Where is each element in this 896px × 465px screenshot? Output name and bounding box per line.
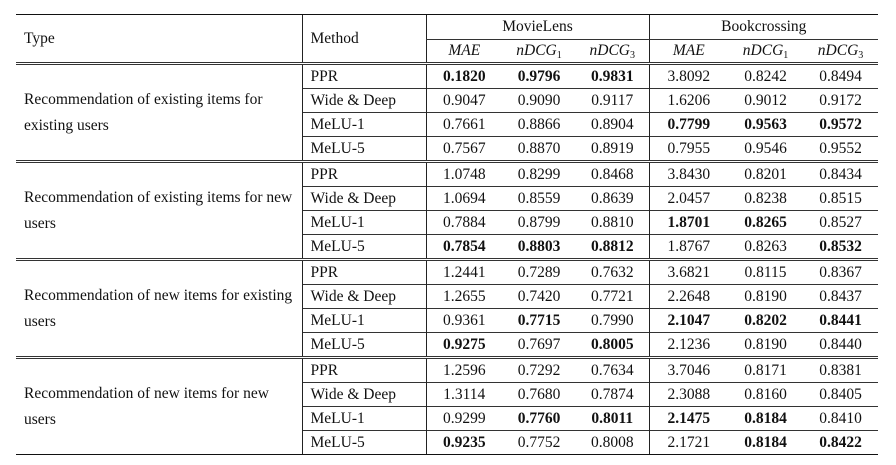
value-cell: 0.8005	[576, 333, 649, 358]
value-cell: 0.7874	[576, 383, 649, 407]
type-label: Recommendation of new items for new users	[16, 358, 302, 455]
metric-name: nDCG	[516, 41, 557, 59]
value-cell: 0.8919	[576, 137, 649, 162]
value-cell: 1.8767	[649, 235, 728, 260]
value-cell: 0.9831	[576, 64, 649, 89]
table-row	[16, 260, 878, 285]
metric-header	[502, 40, 576, 64]
value-cell: 0.8184	[728, 431, 803, 455]
value-cell: 0.8532	[803, 235, 878, 260]
value-cell: 0.7567	[426, 137, 502, 162]
value-cell: 0.9796	[502, 64, 576, 89]
value-cell: 1.3114	[426, 383, 502, 407]
value-cell: 1.0748	[426, 162, 502, 187]
metric-header	[426, 40, 502, 64]
value-cell: 2.3088	[649, 383, 728, 407]
table-row	[16, 162, 878, 187]
value-cell: 0.8160	[728, 383, 803, 407]
method-name: MeLU-1	[302, 211, 426, 235]
value-cell: 0.7721	[576, 285, 649, 309]
method-name: MeLU-5	[302, 431, 426, 455]
value-cell: 0.8434	[803, 162, 878, 187]
value-cell: 0.8238	[728, 187, 803, 211]
value-cell: 0.9047	[426, 89, 502, 113]
value-cell: 0.9552	[803, 137, 878, 162]
value-cell: 0.8190	[728, 285, 803, 309]
value-cell: 0.8367	[803, 260, 878, 285]
value-cell: 0.1820	[426, 64, 502, 89]
value-cell: 0.7634	[576, 358, 649, 383]
value-cell: 0.9090	[502, 89, 576, 113]
method-name: MeLU-5	[302, 137, 426, 162]
value-cell: 2.1475	[649, 407, 728, 431]
value-cell: 1.2655	[426, 285, 502, 309]
header-dataset-movielens: MovieLens	[426, 15, 649, 40]
value-cell: 3.6821	[649, 260, 728, 285]
value-cell: 0.8190	[728, 333, 803, 358]
value-cell: 0.8011	[576, 407, 649, 431]
value-cell: 0.8265	[728, 211, 803, 235]
value-cell: 0.8299	[502, 162, 576, 187]
value-cell: 0.7420	[502, 285, 576, 309]
value-cell: 0.9012	[728, 89, 803, 113]
value-cell: 0.8468	[576, 162, 649, 187]
value-cell: 0.9235	[426, 431, 502, 455]
value-cell: 0.8494	[803, 64, 878, 89]
metric-name: nDCG	[589, 41, 630, 59]
method-name: MeLU-1	[302, 113, 426, 137]
metric-subscript: 3	[630, 49, 635, 61]
method-name: MeLU-5	[302, 333, 426, 358]
value-cell: 0.8812	[576, 235, 649, 260]
value-cell: 0.8263	[728, 235, 803, 260]
value-cell: 0.8171	[728, 358, 803, 383]
method-name: PPR	[302, 162, 426, 187]
value-cell: 0.8405	[803, 383, 878, 407]
value-cell: 0.7292	[502, 358, 576, 383]
method-name: PPR	[302, 358, 426, 383]
metric-subscript: 1	[783, 49, 789, 61]
value-cell: 2.1236	[649, 333, 728, 358]
value-cell: 0.8242	[728, 64, 803, 89]
value-cell: 0.9361	[426, 309, 502, 333]
value-cell: 0.8437	[803, 285, 878, 309]
metric-header	[803, 40, 878, 64]
value-cell: 1.2441	[426, 260, 502, 285]
value-cell: 0.8441	[803, 309, 878, 333]
metric-header	[728, 40, 803, 64]
value-cell: 1.2596	[426, 358, 502, 383]
table-row	[16, 358, 878, 383]
value-cell: 0.7955	[649, 137, 728, 162]
method-name: PPR	[302, 260, 426, 285]
value-cell: 0.8422	[803, 431, 878, 455]
method-name: MeLU-1	[302, 407, 426, 431]
value-cell: 1.6206	[649, 89, 728, 113]
method-name: Wide & Deep	[302, 383, 426, 407]
value-cell: 0.7697	[502, 333, 576, 358]
value-cell: 0.8559	[502, 187, 576, 211]
method-name: Wide & Deep	[302, 89, 426, 113]
value-cell: 2.0457	[649, 187, 728, 211]
metric-header	[576, 40, 649, 64]
value-cell: 0.8440	[803, 333, 878, 358]
value-cell: 0.7715	[502, 309, 576, 333]
value-cell: 0.8115	[728, 260, 803, 285]
header-method: Method	[302, 15, 426, 64]
type-label: Recommendation of existing items for new users	[16, 162, 302, 260]
value-cell: 1.8701	[649, 211, 728, 235]
value-cell: 2.1047	[649, 309, 728, 333]
value-cell: 0.7661	[426, 113, 502, 137]
value-cell: 1.0694	[426, 187, 502, 211]
type-label: Recommendation of new items for existing users	[16, 260, 302, 358]
value-cell: 3.7046	[649, 358, 728, 383]
metric-name: nDCG	[742, 41, 784, 59]
header-type: Type	[16, 15, 302, 64]
value-cell: 0.8527	[803, 211, 878, 235]
value-cell: 0.8515	[803, 187, 878, 211]
header-dataset-bookcrossing: Bookcrossing	[649, 15, 878, 40]
table-row	[16, 64, 878, 89]
value-cell: 0.8803	[502, 235, 576, 260]
method-name: PPR	[302, 64, 426, 89]
metric-name: nDCG	[817, 41, 859, 59]
method-name: MeLU-5	[302, 235, 426, 260]
table-header	[16, 15, 878, 64]
value-cell: 0.7289	[502, 260, 576, 285]
value-cell: 3.8092	[649, 64, 728, 89]
value-cell: 0.8870	[502, 137, 576, 162]
table-body	[16, 64, 878, 455]
value-cell: 0.8184	[728, 407, 803, 431]
value-cell: 0.7752	[502, 431, 576, 455]
metric-subscript: 1	[556, 49, 562, 61]
value-cell: 0.7990	[576, 309, 649, 333]
metric-header	[649, 40, 728, 64]
value-cell: 0.8904	[576, 113, 649, 137]
results-table	[16, 14, 878, 455]
method-name: MeLU-1	[302, 309, 426, 333]
results-table-container	[16, 14, 878, 455]
value-cell: 0.8202	[728, 309, 803, 333]
value-cell: 2.1721	[649, 431, 728, 455]
value-cell: 0.9563	[728, 113, 803, 137]
value-cell: 0.8201	[728, 162, 803, 187]
value-cell: 0.8410	[803, 407, 878, 431]
value-cell: 0.8866	[502, 113, 576, 137]
value-cell: 0.9172	[803, 89, 878, 113]
value-cell: 0.7884	[426, 211, 502, 235]
value-cell: 2.2648	[649, 285, 728, 309]
value-cell: 0.8381	[803, 358, 878, 383]
value-cell: 0.8639	[576, 187, 649, 211]
metric-name: MAE	[672, 42, 705, 59]
value-cell: 0.9117	[576, 89, 649, 113]
value-cell: 0.8799	[502, 211, 576, 235]
method-name: Wide & Deep	[302, 187, 426, 211]
metric-subscript: 3	[858, 49, 864, 61]
value-cell: 0.7680	[502, 383, 576, 407]
value-cell: 0.9299	[426, 407, 502, 431]
value-cell: 0.8008	[576, 431, 649, 455]
value-cell: 3.8430	[649, 162, 728, 187]
value-cell: 0.7760	[502, 407, 576, 431]
type-label: Recommendation of existing items for existing users	[16, 64, 302, 162]
method-name: Wide & Deep	[302, 285, 426, 309]
value-cell: 0.8810	[576, 211, 649, 235]
metric-name: MAE	[448, 42, 481, 59]
value-cell: 0.7854	[426, 235, 502, 260]
value-cell: 0.7632	[576, 260, 649, 285]
value-cell: 0.9275	[426, 333, 502, 358]
value-cell: 0.9546	[728, 137, 803, 162]
value-cell: 0.9572	[803, 113, 878, 137]
value-cell: 0.7799	[649, 113, 728, 137]
